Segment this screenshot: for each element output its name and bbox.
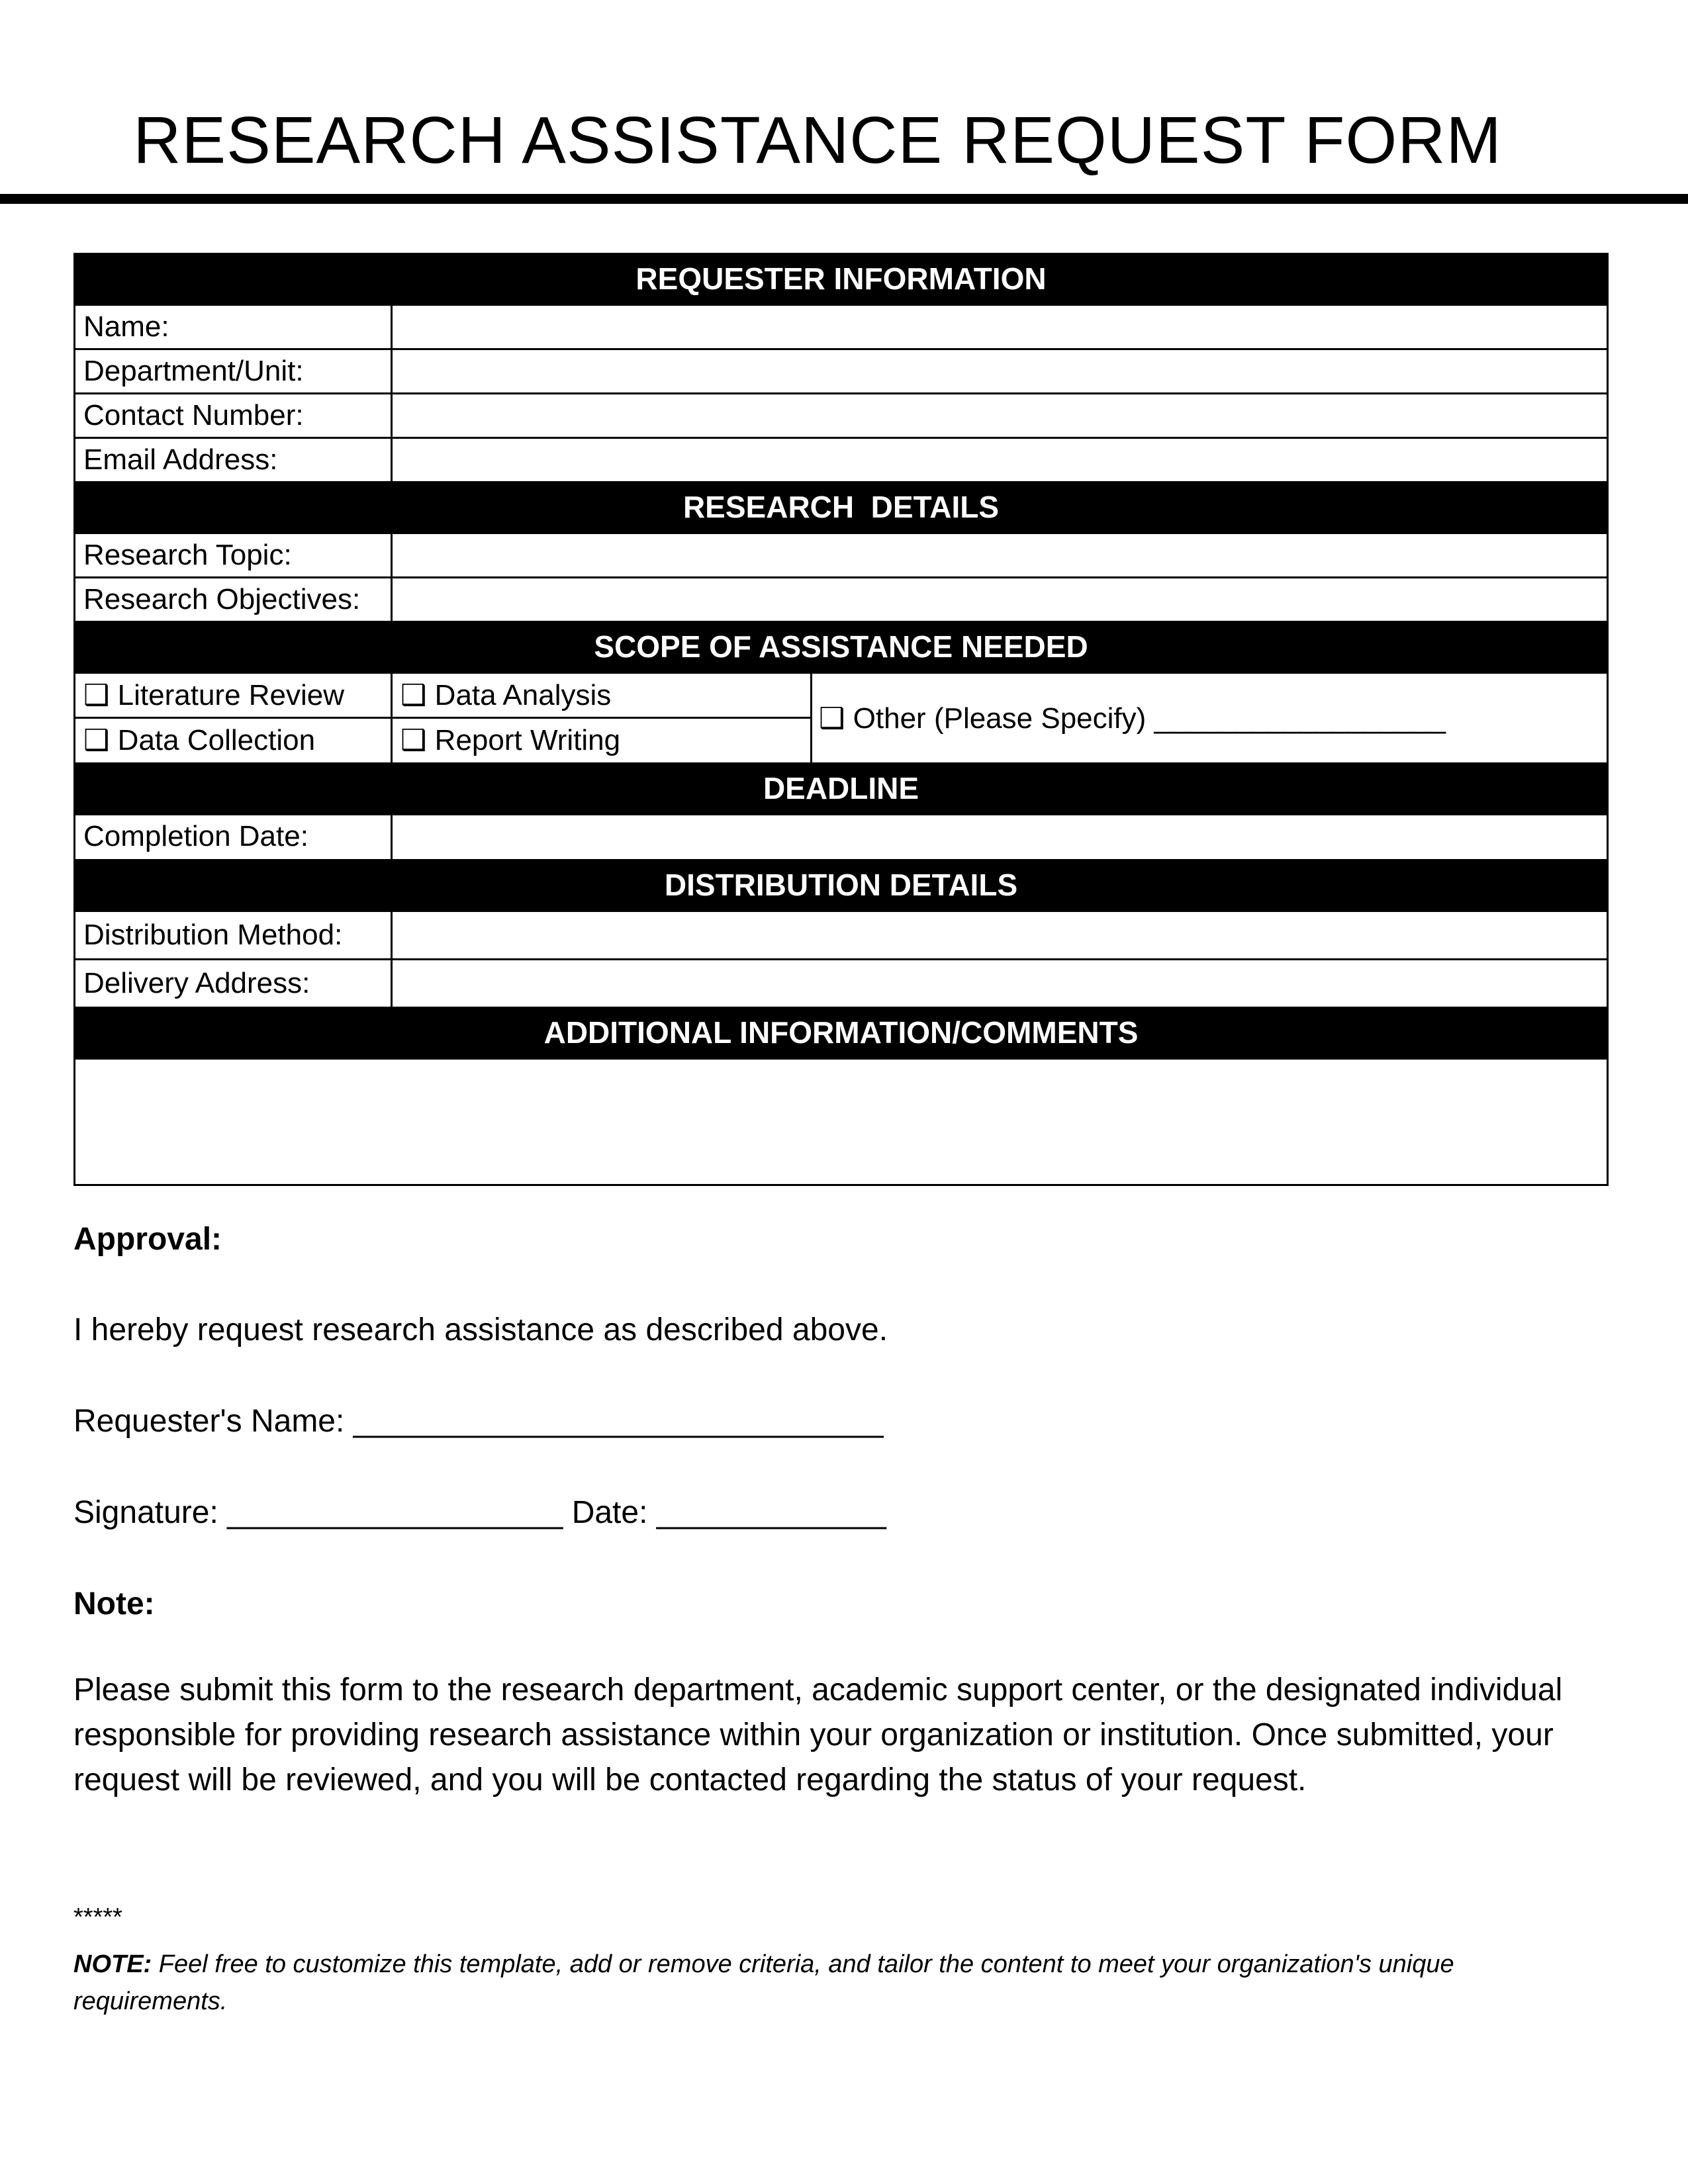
form-row-contact bbox=[75, 392, 1607, 437]
section-header-distribution: DISTRIBUTION DETAILS bbox=[75, 859, 1607, 910]
distribution-method-field[interactable] bbox=[393, 912, 1607, 958]
page-title: RESEARCH ASSISTANCE REQUEST FORM bbox=[133, 103, 1502, 177]
title-divider bbox=[0, 194, 1688, 204]
section-header-additional: ADDITIONAL INFORMATION/COMMENTS bbox=[75, 1007, 1607, 1058]
field-label: Distribution Method: bbox=[75, 912, 393, 958]
signature-date-line[interactable]: Signature: ___________________ Date: _____________ bbox=[73, 1495, 886, 1530]
comments-field[interactable] bbox=[75, 1058, 1607, 1184]
scope-column-1 bbox=[75, 674, 393, 762]
approval-statement: I hereby request research assistance as described above. bbox=[73, 1312, 888, 1347]
form-row-objectives bbox=[75, 576, 1607, 621]
field-label: Delivery Address: bbox=[75, 960, 393, 1007]
footer-note bbox=[73, 1946, 1596, 2020]
section-header-research: RESEARCH DETAILS bbox=[75, 481, 1607, 532]
delivery-address-field[interactable] bbox=[393, 960, 1607, 1007]
field-label: Name: bbox=[75, 306, 393, 348]
form-row-completion-date bbox=[75, 813, 1607, 859]
field-label: Completion Date: bbox=[75, 815, 393, 859]
note-body: Please submit this form to the research department, academic support center, or the designated individual responsible for providing research assistance within your organization or institution. Once submitted, your request will be reviewed, and you will be contacted regarding the status of your request. bbox=[73, 1672, 1563, 1797]
form-row-delivery-address bbox=[75, 958, 1607, 1007]
section-header-deadline: DEADLINE bbox=[75, 762, 1607, 813]
data-collection-checkbox[interactable]: ❑ Data Collection bbox=[75, 717, 391, 762]
name-field[interactable] bbox=[393, 306, 1607, 348]
email-field[interactable] bbox=[393, 439, 1607, 481]
form-row-name bbox=[75, 304, 1607, 348]
request-form-table bbox=[73, 253, 1609, 1186]
data-analysis-checkbox[interactable]: ❑ Data Analysis bbox=[400, 679, 612, 711]
department-field[interactable] bbox=[393, 350, 1607, 392]
form-row-department bbox=[75, 348, 1607, 392]
scope-column-2 bbox=[393, 674, 812, 762]
literature-review-checkbox[interactable]: ❑ Literature Review bbox=[83, 679, 345, 711]
form-row-distribution-method bbox=[75, 910, 1607, 958]
field-label: Department/Unit: bbox=[75, 350, 393, 392]
form-row-email bbox=[75, 437, 1607, 481]
footer-note-label: NOTE: bbox=[73, 1950, 152, 1978]
requester-name-line[interactable]: Requester's Name: ______________________________ bbox=[73, 1404, 884, 1439]
separator-stars: ***** bbox=[73, 1903, 122, 1931]
research-objectives-field[interactable] bbox=[393, 578, 1607, 621]
footer-note-text: Feel free to customize this template, add or remove criteria, and tailor the content to meet your organization's unique requirements. bbox=[73, 1950, 1454, 2015]
field-label: Contact Number: bbox=[75, 394, 393, 437]
field-label: Research Topic: bbox=[75, 534, 393, 576]
contact-number-field[interactable] bbox=[393, 394, 1607, 437]
section-header-scope: SCOPE OF ASSISTANCE NEEDED bbox=[75, 621, 1607, 672]
approval-heading: Approval: bbox=[73, 1222, 222, 1257]
section-header-requester: REQUESTER INFORMATION bbox=[75, 255, 1607, 304]
field-label: Research Objectives: bbox=[75, 578, 393, 621]
report-writing-checkbox[interactable]: ❑ Report Writing bbox=[393, 717, 810, 762]
research-topic-field[interactable] bbox=[393, 534, 1607, 576]
note-heading: Note: bbox=[73, 1586, 155, 1621]
completion-date-field[interactable] bbox=[393, 815, 1607, 859]
scope-options bbox=[75, 672, 1607, 762]
form-row-topic bbox=[75, 532, 1607, 576]
other-checkbox[interactable]: ❑ Other (Please Specify) __________________ bbox=[819, 702, 1446, 735]
field-label: Email Address: bbox=[75, 439, 393, 481]
